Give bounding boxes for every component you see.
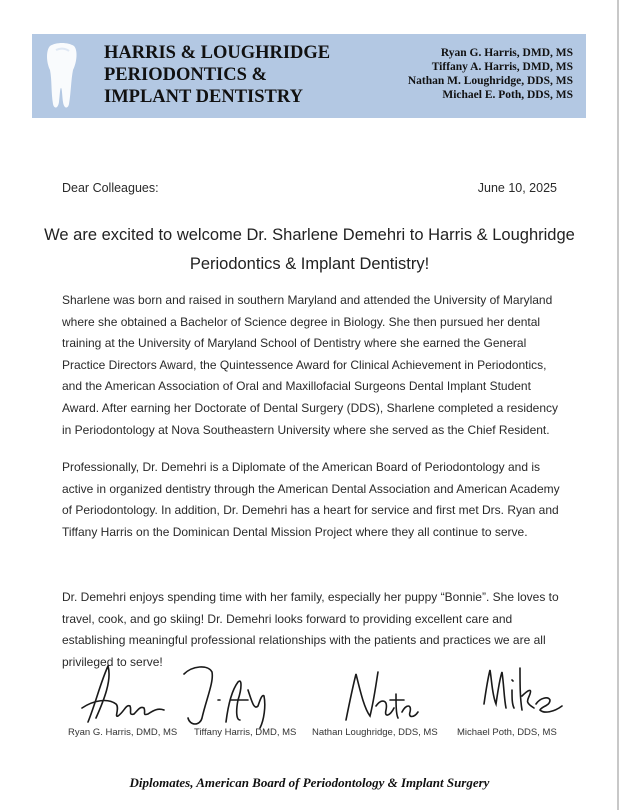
- practice-name: [104, 42, 330, 108]
- body-paragraph-2: Professionally, Dr. Demehri is a Diplomate of the American Board of Periodontology and is active in organized dentistry through the American Dental Association and American Academy of Periodontology. In addition, Dr. Demehri has a heart for service and first met Drs. Ryan and Tiffany Harris on the Dominican Dental Mission Project where they all continue to serve.: [62, 460, 560, 539]
- body-paragraph-1: Sharlene was born and raised in southern Maryland and attended the University of Maryland where she obtained a Bachelor of Science degree in Biology. She then pursued her dental training at the University of Maryland School of Dentistry where she earned the General Practice Directors Award, the Quintessence Award for Clinical Achievement in Periodontics, and the American Association of Oral and Maxillofacial Surgeons Dental Implant Student Award. After earning her Doctorate of Dental Surgery (DDS), Sharlene completed a residency in Periodontology at Nova Southeastern University where she served as the Chief Resident.: [62, 293, 559, 437]
- signatory-name: Michael Poth, DDS, MS: [457, 727, 557, 738]
- tooth-logo-icon: [42, 40, 82, 112]
- signatory-name: Ryan G. Harris, DMD, MS: [68, 727, 178, 738]
- signatory-name: Tiffany Harris, DMD, MS: [194, 727, 297, 738]
- practice-name-line-1: HARRIS & LOUGHRIDGE: [104, 43, 331, 63]
- practice-name-line-3: IMPLANT DENTISTRY: [104, 87, 303, 107]
- salutation: Dear Colleagues:: [62, 181, 159, 195]
- doctor-name: Michael E. Poth, DDS, MS: [442, 89, 573, 101]
- letter-date: June 10, 2025: [477, 181, 557, 195]
- signature-tiffany-harris: [178, 660, 278, 732]
- footer-credentials: Diplomates, American Board of Periodontology & Implant Surgery: [129, 775, 490, 790]
- signature-nathan-loughridge: [340, 660, 420, 732]
- letter-headline: We are excited to welcome Dr. Sharlene Demehri to Harris & Loughridge Periodontics & Implant Dentistry!: [44, 226, 575, 273]
- practice-name-line-2: PERIODONTICS &: [104, 65, 267, 85]
- doctor-name: Tiffany A. Harris, DMD, MS: [431, 61, 573, 73]
- doctor-name: Nathan M. Loughridge, DDS, MS: [407, 75, 573, 87]
- doctor-name: Ryan G. Harris, DMD, MS: [440, 47, 573, 59]
- signature-michael-poth: [478, 660, 568, 732]
- doctor-list: [408, 46, 573, 102]
- body-paragraph-3: Dr. Demehri enjoys spending time with her family, especially her puppy “Bonnie”. She loves to travel, cook, and go skiing! Dr. Demehri looks forward to providing excellent care and establishing meaningful professional relationships with the patients and practices we are all privileged to serve!: [62, 590, 559, 669]
- signatory-name: Nathan Loughridge, DDS, MS: [312, 727, 438, 738]
- signature-ryan-harris: [78, 660, 170, 732]
- letterhead-band: [32, 34, 586, 118]
